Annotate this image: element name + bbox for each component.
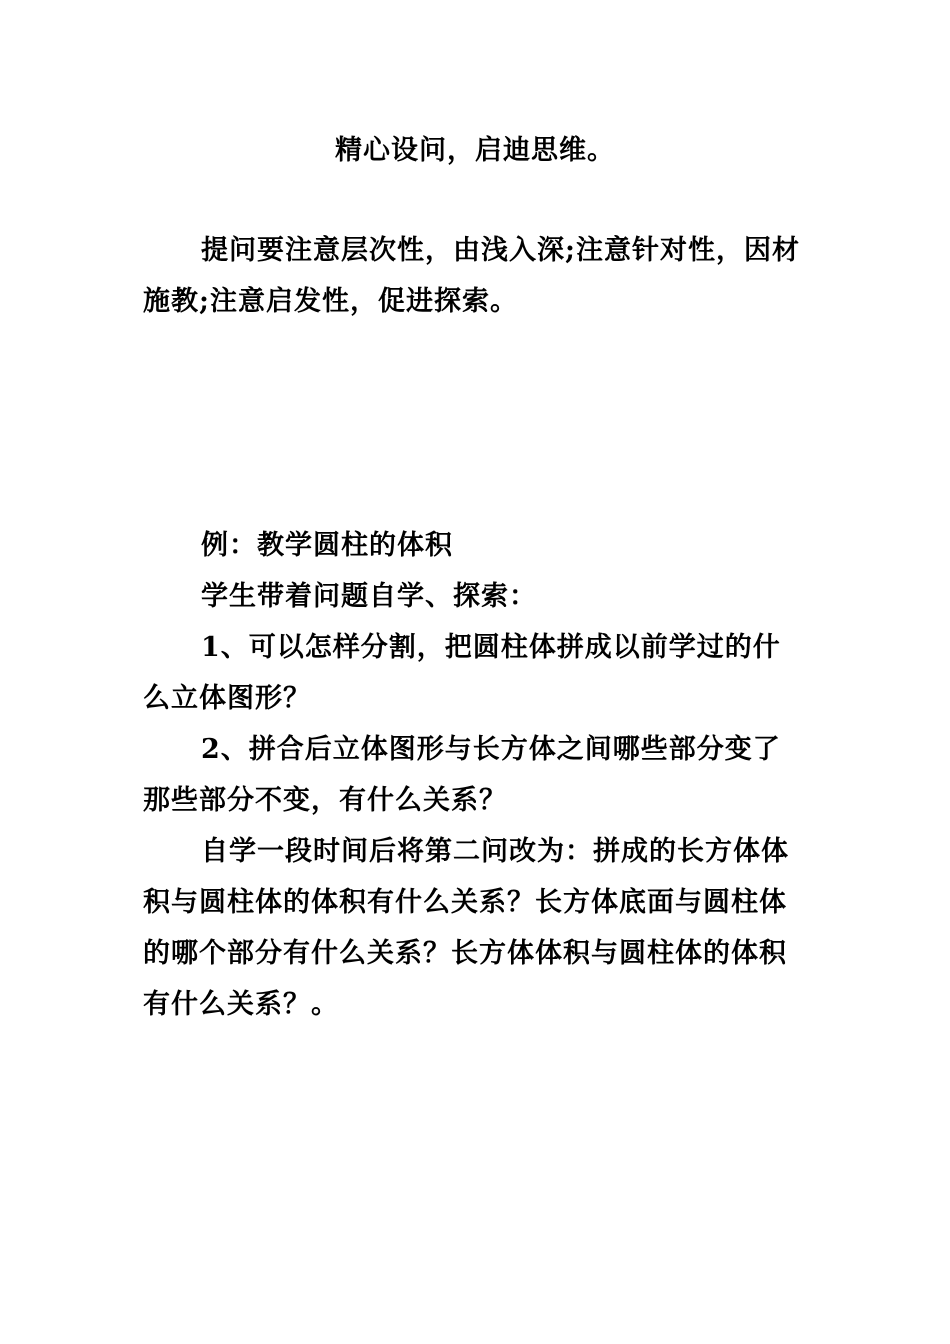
example-heading: 例：教学圆柱的体积 bbox=[201, 530, 453, 561]
question-2: 2、拼合后立体图形与长方体之间哪些部分变了那些部分不变，有什么关系？ bbox=[143, 734, 781, 816]
example-intro-line: 学生带着问题自学、探索： bbox=[201, 581, 537, 612]
document-title: 精心设问，启迪思维。 bbox=[335, 135, 615, 166]
intro-paragraph: 提问要注意层次性，由浅入深;注意针对性，因材施教;注意启发性，促进探索。 bbox=[143, 235, 800, 317]
question-1: 1、可以怎样分割，把圆柱体拼成以前学过的什么立体图形？ bbox=[143, 632, 781, 714]
revised-question-paragraph: 自学一段时间后将第二问改为：拼成的长方体体积与圆柱体的体积有什么关系？长方体底面与圆柱体的哪个部分有什么关系？长方体体积与圆柱体的体积有什么关系？。 bbox=[143, 836, 789, 1020]
example-section bbox=[143, 520, 807, 1030]
intro-section bbox=[143, 225, 807, 327]
